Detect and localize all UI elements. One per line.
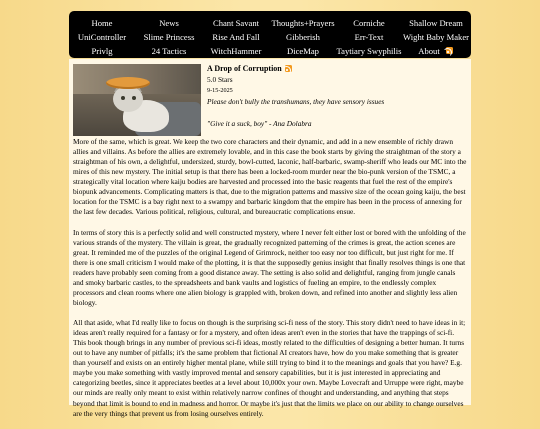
nav-item-news[interactable]: News — [159, 18, 179, 28]
post-body — [73, 137, 467, 429]
nav-item-slime-princess[interactable]: Slime Princess — [143, 32, 195, 42]
paragraph-2: In terms of story this is a perfectly solid and well constructed mystery, where I never felt either lost or bored with the unfolding of the various strands of the mystery. The villain is great, the gradually recognized patterning of the crimes is great, the action scenes are great. It reminded me of the puzzles of the original Legend of Grimrock, neither too easy nor too difficult, but just right for me. If there is one small criticism I would make of the plotting, it is that the supposedly genius insight that finally resolves things is one that readers have probably seen coming from a good distance away. The setting is also solid and delightful, ranging from jungle canals and smoky barbaric castles, to the spreadsheets and bank vaults and logistics of fueling an empire, to the endlessly complex processors and clean rooms where one alien biology is grappled with, broken down, and refined into another and slightly less alien biology. — [73, 227, 466, 307]
post-title[interactable]: A Drop of Corruption — [207, 64, 282, 73]
nav-row-1 — [69, 16, 471, 30]
paragraph-3: All that aside, what I'd really like to focus on though is the surprising sci-fi ness of the story. This story didn't need to have ideas in it; ideas aren't really required for a fantasy or for a mystery, and often ideas aren't even in the stories that have the trappings of sci-fi. This book though brings in any number of previous sci-fi ideas, mostly related to the difficulties of designing a better human. It turns out to have any number of pitfalls; it's the same problem that fictional AI creators have, how do you make something that is greater than yourself and exists on an entirely higher mental plane, while still trying to bind it to the meanings and goals that you have? E.g. maybe you make something with vastly improved mental and sensory capabilities, but it is just interested in appreciating and categorizing beetles, since it appreciates beetles at a level about 10,000x your own. Maybe Lovecraft and Urruppe were right, maybe our minds are really only meant to exist within relatively narrow confines of thought and understanding, and anything that steps beyond that limit is bound to end in madness and horror. Or maybe it's just that the limits we place on our ability to change ourselves are the very things that prevent us from losing ourselves entirely. — [73, 318, 466, 418]
nav-row-3 — [69, 44, 471, 58]
nav-item-thoughts-prayers[interactable]: Thoughts+Prayers — [271, 18, 335, 28]
post-date: 9-15-2025 — [207, 87, 233, 94]
post-thumbnail-image — [73, 64, 201, 136]
nav-item-chant-savant[interactable]: Chant Savant — [212, 18, 260, 28]
nav-item-shallow-dream[interactable]: Shallow Dream — [409, 18, 463, 28]
main-navigation — [69, 11, 471, 58]
post-rss-icon[interactable] — [285, 65, 292, 72]
nav-item-rise-and-fall[interactable]: Rise And Fall — [212, 32, 260, 42]
nav-item-err-text[interactable]: Err-Text — [354, 32, 384, 42]
nav-item-gibberish[interactable]: Gibberish — [286, 32, 320, 42]
nav-item-24-tactics[interactable]: 24 Tactics — [151, 46, 187, 56]
post-tagline: Please don't bully the transhumans, they have sensory issues — [207, 97, 385, 106]
post-quote: "Give it a suck, boy" - Ana Dolabra — [207, 119, 312, 128]
nav-item-wight-baby-maker[interactable]: Wight Baby Maker — [402, 32, 470, 42]
nav-item-dicemap[interactable]: DiceMap — [287, 46, 319, 56]
post-rating: 5.0 Stars — [207, 75, 233, 84]
post-content — [69, 59, 471, 418]
nav-item-taytiary-swyphilis[interactable]: Taytiary Swyphilis — [336, 46, 402, 56]
nav-item-witchhammer[interactable]: WitchHammer — [210, 46, 262, 56]
paragraph-1: More of the same, which is great. We keep the two core characters and their dynamic, and add in a new ensemble of richly drawn allies and villains. As before the allies are extremely lovable, and in this case the book starts by giving the straightman of the story a straightman of his own, a delightful, undersized, sturdy, bowl-cutted, laconic, half-barbaric, swamp-sheriff who leads our MC into the mires of this new mystery. The initial setup is that there has been a locked-room murder near the bio-punk version of the TSMC, a strategically vital location where kaiju bodies are harvested and processed into the basic reagents that fuel the rest of the empire's biopunk advancements. Complicating matters is that, due to the migration patterns and massive size of the ocean going kaiju, the best location for the TSMC is a bay right next to a swampy and barbaric kingdom that the empire has been in the process of annexing for the last few decades. Various political, religious, cultural, and bureaucratic complications ensue. — [73, 137, 467, 217]
nav-item-about[interactable]: About — [418, 46, 440, 56]
nav-row-2 — [69, 30, 471, 44]
nav-item-corniche[interactable]: Corniche — [353, 18, 385, 28]
nav-item-home[interactable]: Home — [91, 18, 113, 28]
nav-item-unicontroller[interactable]: UniController — [77, 32, 127, 42]
nav-item-privlg[interactable]: Privlg — [91, 46, 113, 56]
rss-feed-icon[interactable] — [446, 47, 453, 54]
